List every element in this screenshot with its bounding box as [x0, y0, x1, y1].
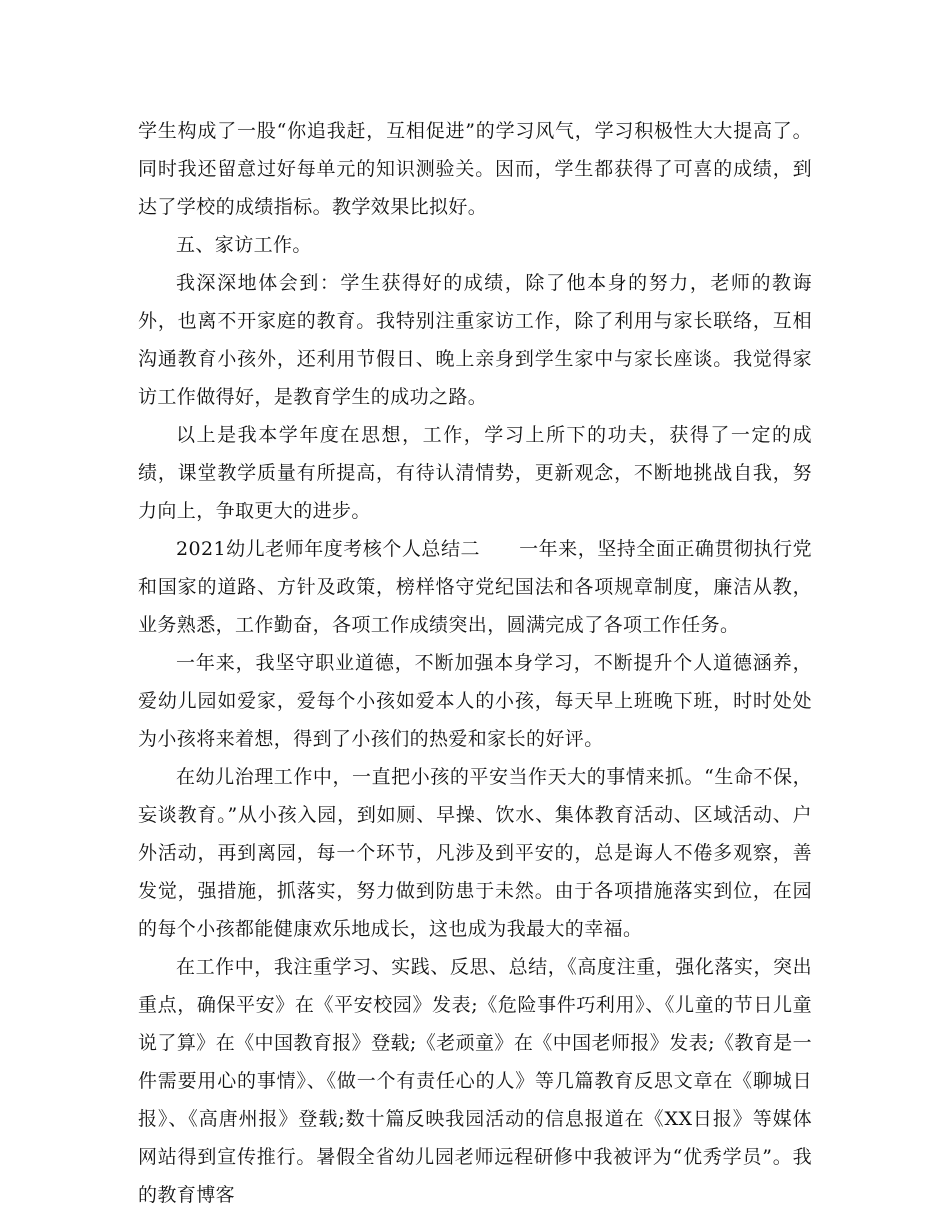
- paragraph-6: 一年来，我坚守职业道德，不断加强本身学习，不断提升个人道德涵养，爱幼儿园如爱家，爱每个小孩如爱本人的小孩，每天早上班晚下班，时时处处为小孩将来着想，得到了小孩们的热爱和家长的好评。: [138, 652, 812, 750]
- section-heading-home-visits: 五、家访工作。: [176, 234, 312, 256]
- document-body: [138, 112, 812, 1214]
- paragraph-3: 我深深地体会到：学生获得好的成绩，除了他本身的努力，老师的教诲外，也离不开家庭的教育。我特别注重家访工作，除了利用与家长联络，互相沟通教育小孩外，还利用节假日、晚上亲身到学生家中与家长座谈。我觉得家访工作做得好，是教育学生的成功之路。: [138, 272, 812, 408]
- paragraph-7: 在幼儿治理工作中，一直把小孩的平安当作天大的事情来抓。“生命不保，妄谈教育。”从小孩入园，到如厕、早操、饮水、集体教育活动、区域活动、户外活动，再到离园，每一个环节，凡涉及到平安的，总是诲人不倦多观察，善发觉，强措施，抓落实，努力做到防患于未然。由于各项措施落实到位，在园的每个小孩都能健康欢乐地成长，这也成为我最大的幸福。: [138, 766, 812, 940]
- paragraph-1: 学生构成了一股“你追我赶，互相促进”的学习风气，学习积极性大大提高了。同时我还留意过好每单元的知识测验关。因而，学生都获得了可喜的成绩，到达了学校的成绩指标。教学效果比拟好。: [138, 120, 812, 218]
- paragraph-5: 2021幼儿老师年度考核个人总结二 一年来，坚持全面正确贯彻执行党和国家的道路、方针及政策，榜样恪守党纪国法和各项规章制度，廉洁从教，业务熟悉，工作勤奋，各项工作成绩突出，圆满完成了各项工作任务。: [138, 538, 812, 636]
- paragraph-8: 在工作中，我注重学习、实践、反思、总结，《高度注重，强化落实，突出重点，确保平安》在《平安校园》发表;《危险事件巧利用》、《儿童的节日儿童说了算》在《中国教育报》登载;《老顽童》在《中国老师报》发表;《教育是一件需要用心的事情》、《做一个有责任心的人》等几篇教育反思文章在《聊城日报》、《高唐州报》登载;数十篇反映我园活动的信息报道在《XX日报》等媒体网站得到宣传推行。暑假全省幼儿园老师远程研修中我被评为“优秀学员”。我的教育博客: [138, 956, 812, 1206]
- paragraph-4: 以上是我本学年度在思想，工作，学习上所下的功夫，获得了一定的成绩，课堂教学质量有所提高，有待认清情势，更新观念，不断地挑战自我，努力向上，争取更大的进步。: [138, 424, 812, 522]
